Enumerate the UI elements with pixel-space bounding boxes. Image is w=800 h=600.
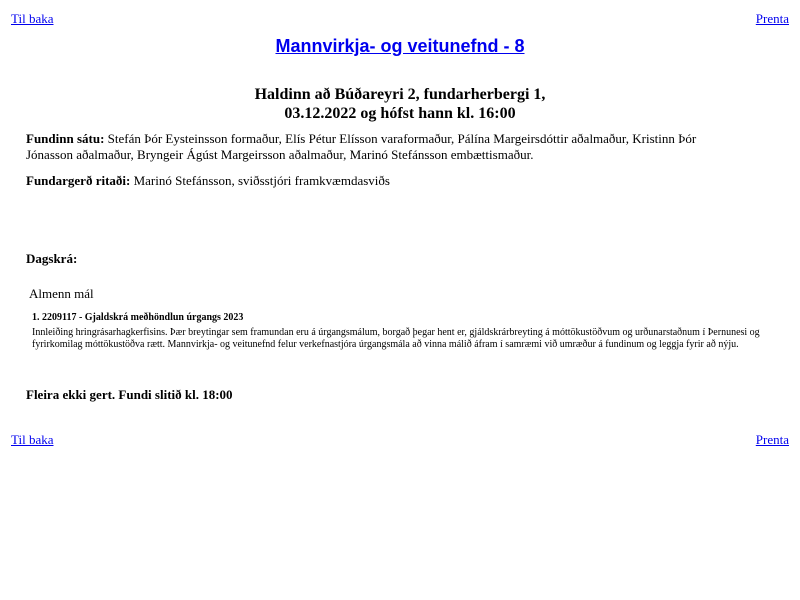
attendees-label: Fundinn sátu: (26, 131, 105, 146)
agenda-item-body: Innleiðing hringrásarhagkerfisins. Þær breytingar sem framundan eru á úrgangsmálum, borgað þegar hent er, gjáldskrárbreyting á móttökustöðvum og urðunarstaðnum í Þernunesi og fyrirkomilag móttökustöðva rætt. Mannvirkja- og veitunefnd felur verkefnastjóra úrgangsmála að vinna málið áfram í samræmi við umræður á fundinum og leggja fyrir að nýju. (32, 327, 760, 350)
top-navigation (11, 11, 789, 27)
attendees-list: Stefán Þór Eysteinsson formaður, Elís Pétur Elísson varaformaður, Pálína Margeirsdóttir aðalmaður, Kristinn Þór Jónasson aðalmaður, Bryngeir Ágúst Margeirsson aðalmaður, Marinó Stefánsson embættismaður. (26, 131, 697, 162)
recorder-label: Fundargerð ritaði: (26, 173, 131, 188)
meeting-location (0, 85, 800, 123)
bottom-navigation (11, 432, 789, 448)
meeting-title-link[interactable]: Mannvirkja- og veitunefnd - 8 (275, 36, 525, 56)
print-link-bottom[interactable]: Prenta (755, 432, 789, 447)
agenda-item-title: 1. 2209117 - Gjaldskrá meðhöndlun úrgangs 2023 (32, 312, 244, 323)
page-title (0, 36, 800, 57)
location-line-2: 03.12.2022 og hófst hann kl. 16:00 (284, 105, 516, 122)
recorder-name: Marinó Stefánsson, sviðsstjóri framkvæmdasviðs (133, 173, 390, 188)
back-link-bottom[interactable]: Til baka (11, 432, 54, 447)
recorder-paragraph (26, 173, 726, 189)
agenda-heading: Dagskrá: (26, 251, 78, 266)
print-link[interactable]: Prenta (755, 11, 789, 26)
location-line-1: Haldinn að Búðareyri 2, fundarherbergi 1, (254, 86, 546, 103)
closing-statement: Fleira ekki gert. Fundi slitið kl. 18:00 (26, 387, 233, 402)
back-link[interactable]: Til baka (11, 11, 54, 26)
general-matters-heading: Almenn mál (29, 286, 94, 301)
attendees-paragraph (26, 131, 726, 163)
